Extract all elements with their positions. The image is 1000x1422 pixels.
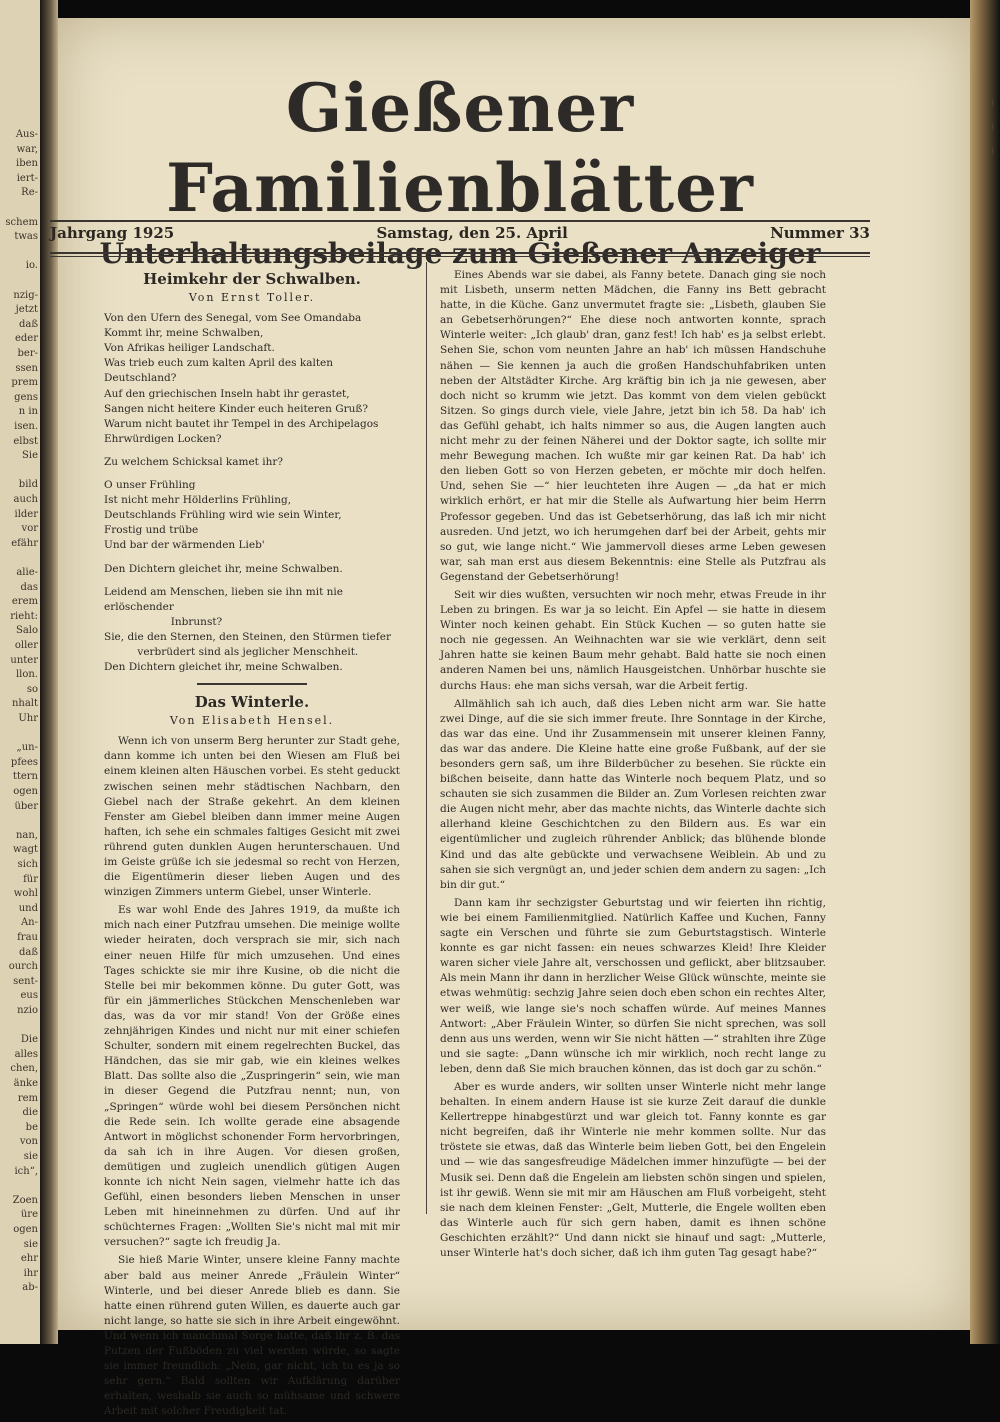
neighbor-fragment: schem — [5, 216, 38, 228]
poem-stanza: Von den Ufern des Senegal, vom See Omandaba Kommt ihr, meine Schwalben, Von Afrikas heiliger Landschaft. Was trieb euch zum kalten April des kalten Deutschland? Auf den griechischen Inseln habt ihr gerastet, Sangen nicht heitere Kinder euch heiteren Gruß? Warum nicht bautet ihr Tempel in des Archipelagos Ehrwürdigen Locken? — [104, 312, 379, 445]
neighbor-fragment: ilder — [14, 508, 38, 520]
neighbor-fragment: be — [25, 1121, 38, 1133]
neighbor-fragment: ihr — [23, 1267, 38, 1279]
story-paragraph: Eines Abends war sie dabei, als Fanny betete. Danach ging sie noch mit Lisbeth, unserm netten Mädchen, die Fanny ins Bett gebracht hatte, in die Küche. Ganz unvermutet fragte sie: „Lisbeth, glauben Sie an Gebetserhörungen?“ Ehe diese noch antworten konnte, sprach Winterle weiter: „Ich glaub' dran, ganz fest! Ich hab' es ja selbst erlebt. Sehen Sie, schon vom neunten Jahre an hab' ich müssen Handschuhe nähen — Sie kennen ja auch die großen Handschuhfabriken unten neben der Altstädter Kirche. Arg kräftig bin ich ja nie gewesen, aber doch nicht so krumm wie jetzt. Das kommt von dem vielen gebückt Sitzen. So gings durch viele, viele Jahre, jetzt bin ich 58. Da hab' ich das Gefühl gehabt, ich halts nimmer so aus, die Augen langten auch nicht mehr zu der feinen Näherei und der Doktor sagte, ich sollte mir mehr Bewegung machen. Ich wußte mir gar keinen Rat. Da hab' ich den lieben Gott so von Herzen gebeten, er möchte mir doch helfen. Und, sehen Sie —“ hier leuchteten ihre Augen — „da hat er mich wirklich erhört, er hat mir die Stelle als Aufwartung hier beim Herrn Professor gegeben. Und das ist Gebetserhörung, das laß ich mir nicht ausreden. Und jetzt, wo ich herumgehen darf bei der Arbeit, gehts mir so gut, wie lange nicht.“ Wie jammervoll dieses arme Leben gewesen war, sah man erst aus diesem Bekenntnis: eine Stelle als Putzfrau als Gegenstand der Gebetserhörung! — [440, 269, 826, 583]
neighbor-fragment: llon. — [15, 669, 38, 681]
neighbor-fragment: twas — [14, 231, 38, 243]
neighbor-fragment: jetzt — [15, 304, 38, 316]
neighbor-fragment: io. — [25, 260, 38, 272]
neighbor-fragment: iert- — [16, 172, 38, 184]
neighbor-fragment: Zoen — [12, 1194, 38, 1206]
right-column — [440, 268, 826, 1264]
neighbor-fragment: bild — [18, 479, 38, 491]
newspaper-title: Gießener Familienblätter — [166, 69, 754, 227]
issue-volume: Jahrgang 1925 — [50, 224, 175, 242]
neighbor-fragment: ber- — [17, 348, 38, 359]
neighbor-fragment: vor — [21, 523, 38, 535]
story-paragraph: Allmählich sah ich auch, daß dies Leben nicht arm war. Sie hatte zwei Dinge, auf die sie sich immer freute. Ihre Sonntage in der Kirche, das war das eine. Und ihr Zusammensein mit unserer kleinen Fanny, das war das andere. Die Kleine hatte eine große Fußbank, auf der sie besonders gern saß, um ihre Bilderbücher zu besehen. Sie rückte ein bißchen beiseite, dann hatte das Winterle noch bequem Platz, und so schauten sie sich zusammen die Bilder an. Zum Vorlesen reichten zwar die Augen nicht mehr, aber das machte nichts, das Winterle dachte sich allerhand kleine Geschichtchen zu den Bildern aus. Es war ein eigentümlicher und zugleich rührender Anblick; das blühende blonde Kind und das alte gebückte und verwachsene Weiblein. Ab und zu sahen sie sich vergnügt an, und jeder schien dem andern zu sagen: „Ich bin dir gut.“ — [440, 697, 826, 891]
story-paragraph: Dann kam ihr sechzigster Geburtstag und wir feierten ihn richtig, wie bei einem Familienmitglied. Natürlich Kaffee und Kuchen, Fanny sagte ein Verschen und führte sie zum Geburtstagstisch. Winterle konnte es gar nicht fassen: ein neues schwarzes Kleid! Ihre Kleider waren sicher viele Jahre alt, verschossen und geflickt, aber blitzsauber. Als mein Mann ihr dann in herzlicher Weise Glück wünschte, meinte sie etwas wehmütig: sechzig Jahre seien doch eben schon ein rechtes Alter, wer weiß, wie lange sie's noch schaffen würde. Auf meines Mannes Antwort: „Aber Fräulein Winter, so dürfen Sie nicht sprechen, was soll denn aus uns werden, wenn wir Sie nicht hätten —“ strahlten ihre Züge und sie sagte: „Dann wünsche ich mir wirklich, noch recht lange zu leben, denn daß Sie mich brauchen können, das ist doch gar zu schön.“ — [440, 896, 826, 1075]
neighbor-fragment: ab- — [22, 1282, 38, 1294]
neighbor-fragment: eder — [14, 333, 38, 345]
neighbor-fragment: An- — [20, 917, 38, 929]
poem-stanza: Zu welchem Schicksal kamet ihr? — [104, 455, 284, 468]
story-body-right — [440, 268, 826, 1261]
neighbor-fragment: sent- — [13, 975, 38, 987]
section-divider — [197, 683, 307, 685]
neighbor-fragment: daß — [18, 946, 38, 958]
neighbor-fragment: daß — [18, 318, 38, 330]
neighbor-fragment: ourch — [8, 961, 38, 973]
neighbor-fragment: nzio — [17, 1005, 38, 1016]
neighbor-fragment: frau — [17, 932, 38, 943]
story-paragraph: Sie hieß Marie Winter, unsere kleine Fanny machte aber bald aus meiner Anrede „Fräulein Winter“ Winterle, und bei dieser Anrede blieb es dann. Sie hatte einen rührend guten Willen, es dauerte auch gar nicht lange, so hatte sie sich in ihre Arbeit eingewöhnt. Und wenn ich manchmal Sorge hatte, daß ihr z. B. das Putzen der Fußböden zu viel werden würde, so sagte sie immer freundlich: „Nein, gar nicht, ich tu es ja so sehr gern.“ Bald sollten wir Aufklärung darüber erhalten, weshalb sie auch so mühsame und schwere Arbeit mit solcher Freudigkeit tat. — [104, 1254, 400, 1418]
neighbor-fragment: Salo — [15, 625, 38, 637]
poem-stanza: Leidend am Menschen, lieben sie ihn mit nie erlöschender Inbrunst? Sie, die den Sternen, den Steinen, den Stürmen tiefer verbrüdert sind als jeglicher Menschheit. Den Dichtern gleichet ihr, meine Schwalben. — [104, 585, 392, 674]
neighbor-fragment: rieht: — [10, 610, 38, 622]
neighbor-fragment: unter — [10, 654, 38, 666]
neighbor-fragment: das — [20, 581, 38, 593]
neighbor-fragment: gens — [14, 391, 38, 403]
neighbor-fragment: eus — [20, 990, 38, 1002]
neighbor-fragment: sich — [17, 859, 38, 870]
neighbor-fragment: efähr — [11, 537, 38, 549]
neighbor-fragment: erem — [11, 596, 38, 608]
neighbor-fragment: nzig- — [13, 289, 38, 301]
neighbor-fragment: Sie — [22, 450, 38, 462]
neighbor-fragment: ogen — [13, 786, 38, 797]
neighbor-fragment: sie — [23, 1151, 38, 1162]
neighbor-fragment: von — [19, 1136, 38, 1148]
neighbor-fragment: nan, — [15, 829, 38, 841]
masthead-rule-bottom — [50, 252, 870, 254]
neighbor-fragment: prem — [11, 377, 38, 389]
neighbor-fragment: ogen — [13, 1224, 38, 1235]
neighbor-fragment: rem — [17, 1092, 38, 1104]
neighbor-fragment: ssen — [15, 362, 38, 374]
story-author: Von Elisabeth Hensel. — [169, 714, 335, 728]
neighbor-fragment: „un- — [16, 742, 38, 754]
neighbor-fragment: so — [26, 683, 38, 695]
neighbor-fragment: elbst — [13, 435, 38, 447]
neighbor-fragment: sie — [23, 1238, 38, 1250]
left-column — [104, 268, 400, 1422]
neighbor-fragment: iben — [16, 158, 38, 170]
neighbor-fragment: n in — [18, 406, 38, 418]
edge-marks: ⁞ ⁞ ⁞ — [991, 98, 994, 157]
story-paragraph: Es war wohl Ende des Jahres 1919, da mußte ich mich nach einer Putzfrau umsehen. Die meinige wollte wieder heiraten, doch versprach sie mir, sich nach einer neuen Hilfe für mich umzusehen. Und eines Tages schickte sie mir ihre Kusine, ob die nicht die Stelle bei mir bekommen könne. Du guter Gott, was für ein jämmerliches Stückchen Menschenleben war das, was da vor mir stand! Von der Größe eines zehnjährigen Kindes und nicht nur mit einer schiefen Schulter, sondern mit einem regelrechten Buckel, das Händchen, das sie mir gab, wie ein kleines welkes Blatt. Das sollte also die „Zuspringerin“ sein, wie man in dieser Gegend die Putzfrau nennt; nun, von „Springen“ würde wohl bei diesem Persönchen nicht die Rede sein. Ich wollte gerade eine absagende Antwort in möglichst schonender Form hervorbringen, da sah ich in ihre Augen. Vor diesen großen, demütigen und zugleich unendlich gütigen Augen konnte ich nicht Nein sagen, vielmehr hatte ich das Gefühl, einen besonders lieben Menschen in unser Leben mit hineinnehmen zu dürfen. Und auf ihr schüchternes Fragen: „Wollten Sie's nicht mal mit mir versuchen?“ sagte ich freudig Ja. — [104, 904, 400, 1249]
issue-info-bar — [50, 224, 870, 248]
neighbor-fragment: für — [23, 873, 38, 885]
poem-body — [104, 311, 400, 675]
neighbor-fragment: chen, — [10, 1063, 38, 1075]
poem-author: Von Ernst Toller. — [188, 291, 316, 304]
neighbor-fragment: wohl — [13, 888, 38, 900]
neighbor-fragment: änke — [13, 1078, 38, 1089]
issue-number: Nummer 33 — [770, 224, 870, 242]
neighbor-fragment: üre — [20, 1209, 38, 1221]
neighbor-fragment: isen. — [14, 421, 38, 432]
neighbor-fragment: oller — [14, 640, 38, 651]
story-paragraph: Seit wir dies wußten, versuchten wir noch mehr, etwas Freude in ihr Leben zu bringen. Es war ja so leicht. Ein Apfel — sie hatte in diesem Winter noch keinen gehabt. Ein Stück Kuchen — so guten hatte sie noch nie gegessen. An Weihnachten war sie wie verklärt, denn seit Jahren hatte sie keinen Baum mehr gehabt. Bald hatte sie noch einen anderen Namen bei uns, nämlich Hausgeistchen. Unhörbar huschte sie durchs Haus: ehe man sichs versah, war die Arbeit fertig. — [440, 588, 826, 692]
neighbor-page-strip — [0, 0, 40, 1344]
story-title: Das Winterle. — [194, 693, 310, 712]
neighbor-fragment: ich“, — [14, 1165, 38, 1177]
masthead-rule-double — [50, 256, 870, 257]
neighbor-fragment: und — [18, 902, 38, 914]
story-paragraph: Aber es wurde anders, wir sollten unser Winterle nicht mehr lange behalten. In einem andern Hause ist sie kurze Zeit darauf die dunkle Kellertreppe hinabgestürzt und war gleich tot. Fanny konnte es gar nicht begreifen, daß ihr Winterle nie mehr kommen sollte. Nur das tröstete sie etwas, daß das Winterle beim lieben Gott, bei den Engelein und — wie das sangesfreudige Mädelchen immer hinzufügte — bei der Musik sei. Denn daß die Engelein am liebsten schön singen und spielen, ist ihr gewiß. Wenn sie mit mir am Häuschen am Fluß vorbeigeht, steht sie nach dem kleinen Fenster: „Gelt, Mutterle, die Engele wollten eben das Winterle auch für sich gern haben, damit es ihnen schöne Geschichten erzählt?“ Und dann nickt sie hinauf und sagt: „Mutterle, unser Winterle hat's doch sicher, daß ich ihm guten Tag gesagt habe?“ — [440, 1080, 826, 1259]
neighbor-fragment: wagt — [13, 844, 38, 856]
column-divider — [426, 262, 427, 1214]
neighbor-fragment: Aus- — [15, 129, 38, 140]
neighbor-fragment: auch — [13, 494, 38, 505]
neighbor-fragment: Uhr — [18, 713, 38, 724]
neighbor-fragment: nhalt — [11, 698, 38, 710]
poem-title: Heimkehr der Schwalben. — [143, 270, 361, 288]
neighbor-fragment: war, — [16, 143, 38, 155]
poem-stanza: Den Dichtern gleichet ihr, meine Schwalben. — [104, 562, 343, 575]
neighbor-fragment: über — [14, 800, 38, 812]
newspaper-subtitle: Unterhaltungsbeilage zum Gießener Anzeiger — [99, 237, 821, 270]
neighbor-fragment: ttern — [12, 771, 38, 783]
neighbor-fragment: pfees — [10, 756, 38, 768]
masthead-rule-top — [50, 220, 870, 222]
neighbor-fragment: Re- — [21, 187, 38, 199]
page-edge — [970, 0, 1000, 1344]
neighbor-fragment: Die — [20, 1034, 38, 1046]
story-body-left — [104, 734, 400, 1419]
neighbor-fragment: die — [22, 1107, 38, 1119]
neighbor-fragment: alles — [14, 1048, 38, 1060]
neighbor-fragment: ehr — [20, 1253, 38, 1265]
story-paragraph: Wenn ich von unserm Berg herunter zur Stadt gehe, dann komme ich unten bei den Wiesen am Fluß bei einem kleinen alten Häuschen vorbei. Es steht geduckt zwischen seinen mehr städtischen Nachbarn, den Giebel nach der Straße gekehrt. An dem kleinen Fenster am Giebel bleiben dann immer meine Augen haften, ich sehe ein schmales faltiges Gesicht mit zwei rührend guten dunklen Augen herunterschauen. Und im Geiste grüße ich sie jedesmal so recht von Herzen, die Eigentümerin dieser lieben Augen und des winzigen Zimmers unterm Giebel, unser Winterle. — [104, 735, 400, 899]
neighbor-fragment: alie- — [16, 567, 38, 578]
poem-stanza: O unser Frühling Ist nicht mehr Hölderlins Frühling, Deutschlands Frühling wird wie sein Winter, Frostig und trübe Und bar der wärmenden Lieb' — [104, 479, 342, 552]
issue-date: Samstag, den 25. April — [376, 224, 568, 242]
